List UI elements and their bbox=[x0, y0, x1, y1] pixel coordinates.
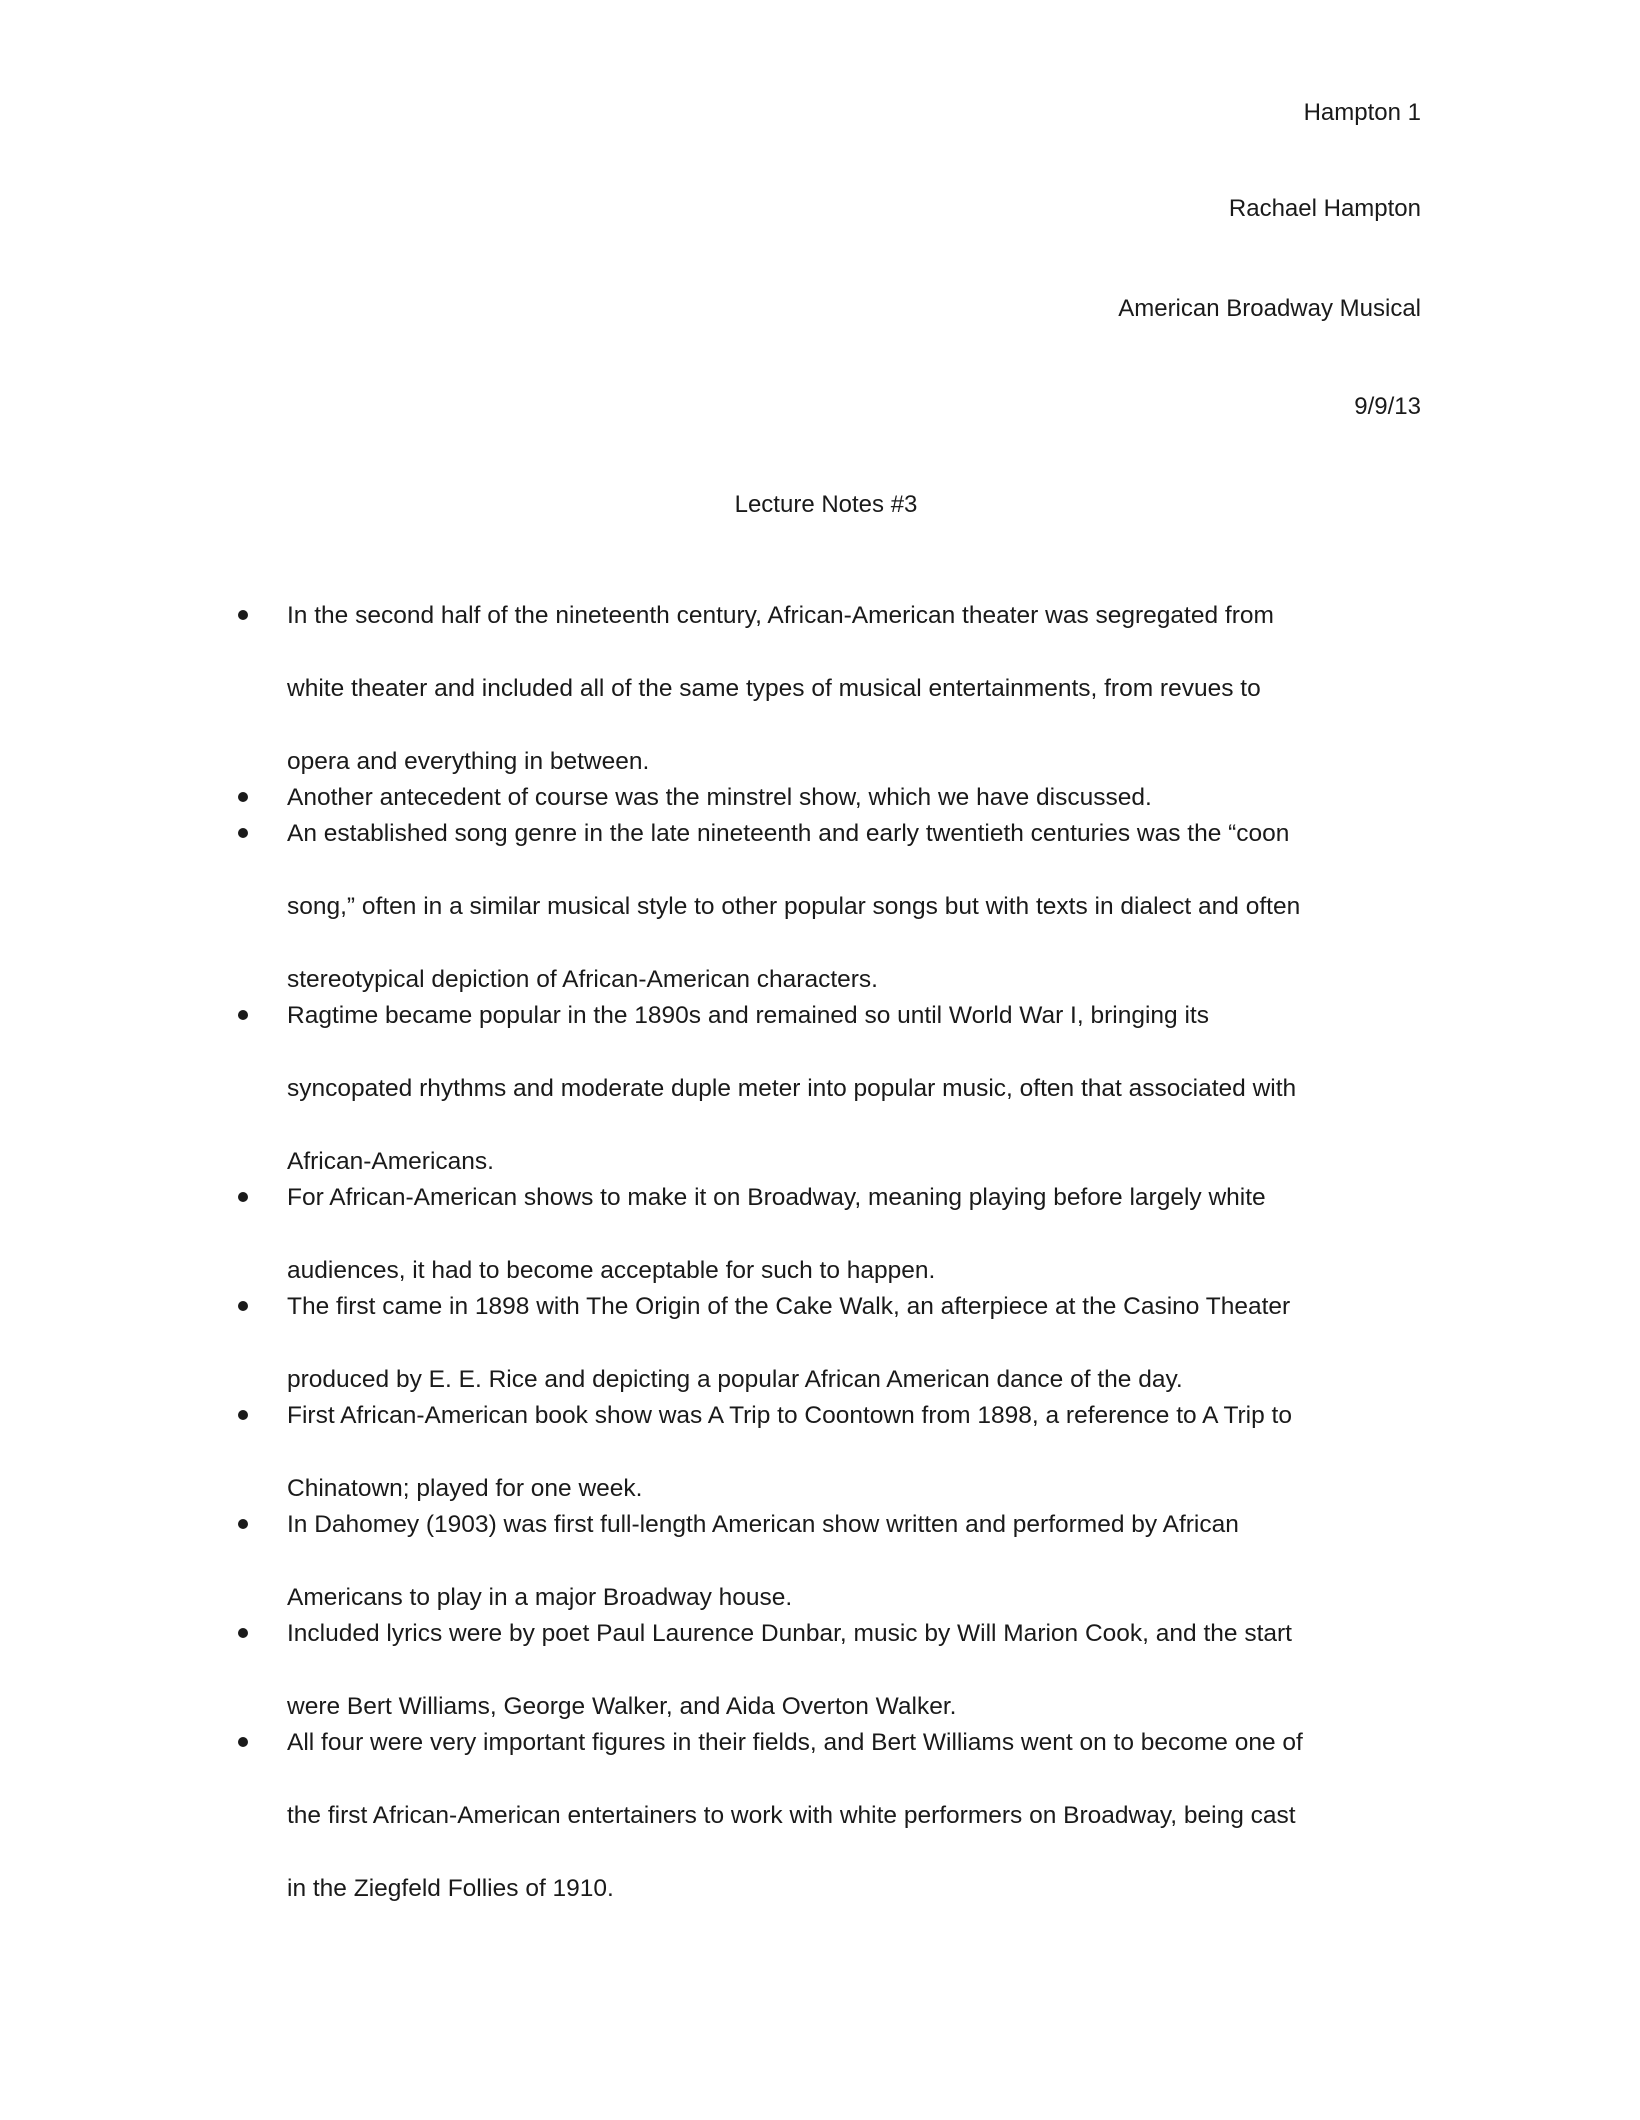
list-item-text-line: An established song genre in the late nineteenth and early twentieth centuries was the “coon bbox=[287, 820, 1290, 847]
bullet-dot-icon bbox=[238, 610, 248, 620]
running-header-page-number: Hampton 1 bbox=[1303, 99, 1421, 126]
list-item-text-line: The first came in 1898 with The Origin of the Cake Walk, an afterpiece at the Casino Theater bbox=[287, 1293, 1291, 1320]
list-item-text-line: In Dahomey (1903) was first full-length American show written and performed by African bbox=[287, 1511, 1239, 1538]
list-item-text-line: were Bert Williams, George Walker, and Aida Overton Walker. bbox=[287, 1693, 957, 1720]
bullet-dot-icon bbox=[238, 1737, 248, 1747]
course-name: American Broadway Musical bbox=[1118, 295, 1421, 322]
list-item-text-line: Included lyrics were by poet Paul Laurence Dunbar, music by Will Marion Cook, and the start bbox=[287, 1620, 1292, 1647]
list-item bbox=[0, 797, 1427, 993]
bullet-dot-icon bbox=[238, 1010, 248, 1020]
bullet-dot-icon bbox=[238, 1410, 248, 1420]
list-item-text-line: in the Ziegfeld Follies of 1910. bbox=[287, 1875, 614, 1902]
list-item bbox=[0, 1597, 1427, 1720]
list-item bbox=[0, 1161, 1427, 1284]
list-item-text-line: First African-American book show was A Trip to Coontown from 1898, a reference to A Trip to bbox=[287, 1402, 1292, 1429]
list-item-text-line: stereotypical depiction of African-American characters. bbox=[287, 966, 878, 993]
list-item-text-line: In the second half of the nineteenth century, African-American theater was segregated from bbox=[287, 602, 1274, 629]
list-item-text-line: Ragtime became popular in the 1890s and remained so until World War I, bringing its bbox=[287, 1002, 1209, 1029]
list-item-text-line: Another antecedent of course was the minstrel show, which we have discussed. bbox=[287, 784, 1152, 811]
list-item-text-line: Chinatown; played for one week. bbox=[287, 1475, 643, 1502]
list-item-text-line: song,” often in a similar musical style to other popular songs but with texts in dialect and often bbox=[287, 893, 1301, 920]
list-item-text-line: the first African-American entertainers to work with white performers on Broadway, being cast bbox=[287, 1802, 1296, 1829]
list-item bbox=[0, 1706, 1427, 1902]
list-item-text-line: African-Americans. bbox=[287, 1148, 494, 1175]
list-item-text-line: produced by E. E. Rice and depicting a popular African American dance of the day. bbox=[287, 1366, 1183, 1393]
bullet-dot-icon bbox=[238, 1519, 248, 1529]
list-item bbox=[0, 979, 1427, 1175]
document-title: Lecture Notes #3 bbox=[734, 491, 918, 518]
list-item-text-line: syncopated rhythms and moderate duple meter into popular music, often that associated with bbox=[287, 1075, 1297, 1102]
list-item bbox=[0, 761, 1427, 811]
list-item-text-line: opera and everything in between. bbox=[287, 748, 650, 775]
list-item-text-line: All four were very important figures in their fields, and Bert Williams went on to become one of bbox=[287, 1729, 1303, 1756]
bullet-dot-icon bbox=[238, 1192, 248, 1202]
list-item bbox=[0, 579, 1427, 775]
lecture-notes-list bbox=[0, 579, 1640, 1902]
list-item-text-line: For African-American shows to make it on Broadway, meaning playing before largely white bbox=[287, 1184, 1266, 1211]
document-date: 9/9/13 bbox=[1354, 393, 1421, 420]
author-name: Rachael Hampton bbox=[1228, 195, 1421, 222]
bullet-dot-icon bbox=[238, 828, 248, 838]
list-item-text-line: Americans to play in a major Broadway house. bbox=[287, 1584, 793, 1611]
list-item bbox=[0, 1379, 1427, 1502]
list-item bbox=[0, 1270, 1427, 1393]
bullet-dot-icon bbox=[238, 1301, 248, 1311]
list-item-text-line: audiences, it had to become acceptable for such to happen. bbox=[287, 1257, 936, 1284]
list-item bbox=[0, 1488, 1427, 1611]
list-item-text-line: white theater and included all of the same types of musical entertainments, from revues to bbox=[287, 675, 1261, 702]
bullet-dot-icon bbox=[238, 1628, 248, 1638]
